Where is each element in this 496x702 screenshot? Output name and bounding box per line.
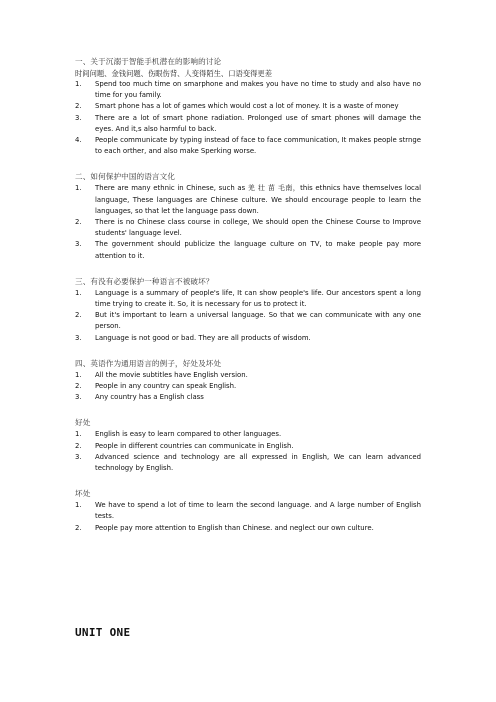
list-item	[75, 288, 421, 310]
list-item	[75, 429, 421, 440]
section-heading: 好处	[75, 418, 91, 428]
numbered-list	[75, 429, 421, 474]
list-item-text: There is no Chinese class course in college, We should open the Chinese Course to Improve students' language level.	[95, 218, 421, 238]
list-item	[75, 392, 421, 403]
list-item-number: 2.	[75, 382, 82, 391]
list-item	[75, 370, 421, 381]
section-1	[75, 56, 421, 157]
section-5	[75, 417, 421, 474]
section-4	[75, 358, 421, 404]
unit-title: UNIT ONE	[75, 626, 131, 639]
document-body	[75, 56, 421, 548]
list-item-number: 2.	[75, 441, 82, 450]
list-item-text: Language is a summary of people's life, It can show people's life. Our ancestors spent a long time trying to create it. So, it is necessary for us to protect it.	[95, 288, 421, 309]
list-item-text: People in any country can speak English.	[95, 382, 237, 391]
list-item-number: 3.	[75, 333, 82, 342]
section-2	[75, 171, 421, 261]
list-item-text: People communicate by typing instead of face to face communication, It makes people strnge to each orther, and also make Sperking worse.	[95, 136, 421, 156]
list-item-text: Language is not good or bad. They are all products of wisdom.	[95, 333, 311, 342]
list-item	[75, 101, 421, 112]
section-heading: 三、有没有必要保护一种语言不被破坏？	[75, 276, 214, 286]
list-item-text: But it's important to learn a universal language. So that we can communicate with any one person.	[95, 311, 421, 331]
section-6	[75, 488, 421, 534]
section-3	[75, 276, 421, 344]
list-item	[75, 217, 421, 239]
list-item	[75, 333, 421, 344]
list-item-number: 1.	[75, 184, 82, 193]
list-item-number: 3.	[75, 240, 82, 249]
list-item-number: 2.	[75, 102, 82, 111]
list-item-number: 3.	[75, 393, 82, 402]
list-item-number: 1.	[75, 501, 82, 510]
numbered-list	[75, 79, 421, 157]
list-item	[75, 183, 421, 217]
section-heading: 四、英语作为通用语言的例子，好处及坏处	[75, 358, 222, 368]
section-heading: 二、如何保护中国的语言文化	[75, 172, 176, 182]
list-item-number: 1.	[75, 370, 82, 379]
list-item-number: 1.	[75, 288, 82, 297]
numbered-list	[75, 500, 421, 534]
list-item-text: Spend too much time on smarphone and makes you have no time to study and also have no time for you family.	[95, 80, 421, 100]
numbered-list	[75, 370, 421, 404]
list-item-number: 3.	[75, 452, 82, 461]
list-item	[75, 381, 421, 392]
list-item-text: Advanced science and technology are all expressed in English, We can learn advanced technology by English.	[95, 452, 421, 473]
list-item-number: 4.	[75, 136, 82, 145]
numbered-list	[75, 288, 421, 344]
list-item-text: All the movie subtitles have English version.	[95, 370, 248, 379]
list-item-text: There are a lot of smart phone radiation. Prolonged use of smart phones will damage the eyes. And it,s also harmful to back.	[95, 113, 421, 133]
list-item	[75, 441, 421, 452]
list-item-text: The government should publicize the language culture on TV, to make people pay more attention to it.	[95, 240, 421, 260]
list-item-text: Smart phone has a lot of games which would cost a lot of money. It is a waste of money	[95, 102, 399, 111]
section-heading: 坏处	[75, 489, 91, 499]
list-item-text: Any country has a English class	[95, 393, 204, 402]
list-item-text: There are many ethnic in Chinese, such as 羌 壮 苗 毛南，this ethnics have themselves local language, These languages are Chinese culture. We should encourage people to learn the languages, so that let the language pass down.	[95, 184, 421, 215]
list-item-number: 3.	[75, 113, 82, 122]
list-item	[75, 523, 421, 534]
list-item	[75, 500, 421, 522]
section-heading: 一、关于沉溺于智能手机潜在的影响的讨论	[75, 57, 222, 66]
list-item-number: 2.	[75, 523, 82, 532]
section-subheading: 时间问题、金钱问题、伤眼伤背、人变得陌生、口语变得更差	[75, 69, 273, 78]
list-item-text: People in different countries can communicate in English.	[95, 441, 294, 450]
list-item-number: 1.	[75, 80, 82, 88]
list-item	[75, 79, 421, 101]
list-item-text: We have to spend a lot of time to learn the second language. and A large number of English tests.	[95, 501, 421, 521]
list-item-number: 1.	[75, 430, 82, 439]
list-item	[75, 310, 421, 332]
list-item-number: 2.	[75, 311, 82, 320]
numbered-list	[75, 183, 421, 261]
list-item	[75, 239, 421, 261]
list-item	[75, 113, 421, 135]
list-item-text: People pay more attention to English than Chinese. and neglect our own culture.	[95, 523, 374, 532]
list-item	[75, 452, 421, 474]
list-item-text: English is easy to learn compared to other languages.	[95, 430, 282, 439]
list-item-number: 2.	[75, 218, 82, 227]
list-item	[75, 135, 421, 157]
